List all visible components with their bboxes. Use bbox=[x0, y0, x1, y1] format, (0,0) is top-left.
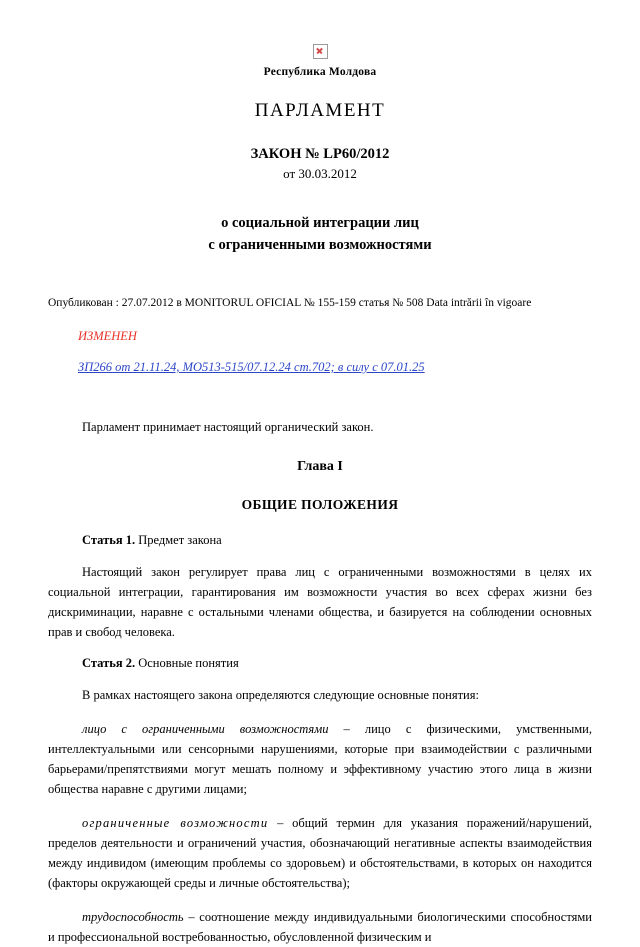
definition-2-text: – общий термин для указания поражений/нарушений, пределов деятельности и ограничений участия, обозначающий негативные аспекты взаимодействия между индивидом (имеющим проблемы со здоровьем) и обстоятельствами, в которых он находится (факторы окружающей среды и личные обстоятельства); bbox=[48, 816, 592, 891]
document-title-line-1: о социальной интеграции лиц bbox=[221, 215, 419, 231]
document-title-line-2: с ограниченными возможностями bbox=[208, 237, 432, 254]
definition-3-term: трудоспособность bbox=[82, 910, 184, 925]
spacer bbox=[48, 375, 592, 417]
chapter-heading: Глава I bbox=[297, 459, 343, 475]
amendment-label: ИЗМЕНЕН bbox=[78, 329, 137, 344]
broken-image-icon bbox=[313, 44, 328, 59]
amendment-link[interactable]: ЗП266 от 21.11.24, МО513-515/07.12.24 ст.702; в силу с 07.01.25 bbox=[78, 360, 425, 375]
article-1-title: Предмет закона bbox=[135, 533, 222, 548]
emblem-row bbox=[48, 42, 592, 60]
article-1-heading bbox=[48, 533, 592, 548]
definition-3 bbox=[48, 907, 592, 947]
definition-2-term: ограниченные возможности bbox=[82, 816, 269, 831]
article-1-text: Настоящий закон регулирует права лиц с ограниченными возможностями в целях их социальной интеграции, гарантирования им возможности участия во всех сферах жизни без дискриминации, наравне с остальными членами общества, и базируется на соблюдении основных прав и свобод человека. bbox=[48, 565, 592, 640]
adoption-paragraph: Парламент принимает настоящий органический закон. bbox=[82, 420, 374, 435]
definition-3-text: – соотношение между индивидуальными биологическими способностями и профессиональной востребованностью, обусловленной физическим и bbox=[48, 910, 592, 945]
article-2-title: Основные понятия bbox=[135, 656, 239, 671]
article-2-heading bbox=[48, 656, 592, 671]
definition-1 bbox=[48, 719, 592, 799]
country-name: Республика Молдова bbox=[263, 66, 377, 78]
publication-info: Опубликован : 27.07.2012 в MONITORUL OFICIAL № 155-159 статья № 508 Data intrării în vigoare bbox=[48, 296, 532, 309]
section-heading: ОБЩИЕ ПОЛОЖЕНИЯ bbox=[241, 497, 399, 513]
institution-name: ПАРЛАМЕНТ bbox=[254, 100, 386, 121]
law-number: ЗАКОН № LP60/2012 bbox=[250, 146, 390, 162]
article-2-intro: В рамках настоящего закона определяются следующие основные понятия: bbox=[82, 688, 479, 703]
definition-2 bbox=[48, 813, 592, 893]
definition-1-text: – лицо с физическими, умственными, интеллектуальными или сенсорными нарушениями, которые при взаимодействии с различными барьерами/препятствиями могут мешать полному и эффективному участию этого лица в жизни общества наравне с другими лицами; bbox=[48, 722, 592, 797]
definition-1-term: лицо с ограниченными возможностями bbox=[82, 722, 329, 737]
article-1-label: Статья 1. bbox=[82, 533, 136, 548]
article-2-label: Статья 2. bbox=[82, 656, 136, 671]
law-date: от 30.03.2012 bbox=[283, 166, 357, 181]
document-title bbox=[48, 212, 592, 257]
